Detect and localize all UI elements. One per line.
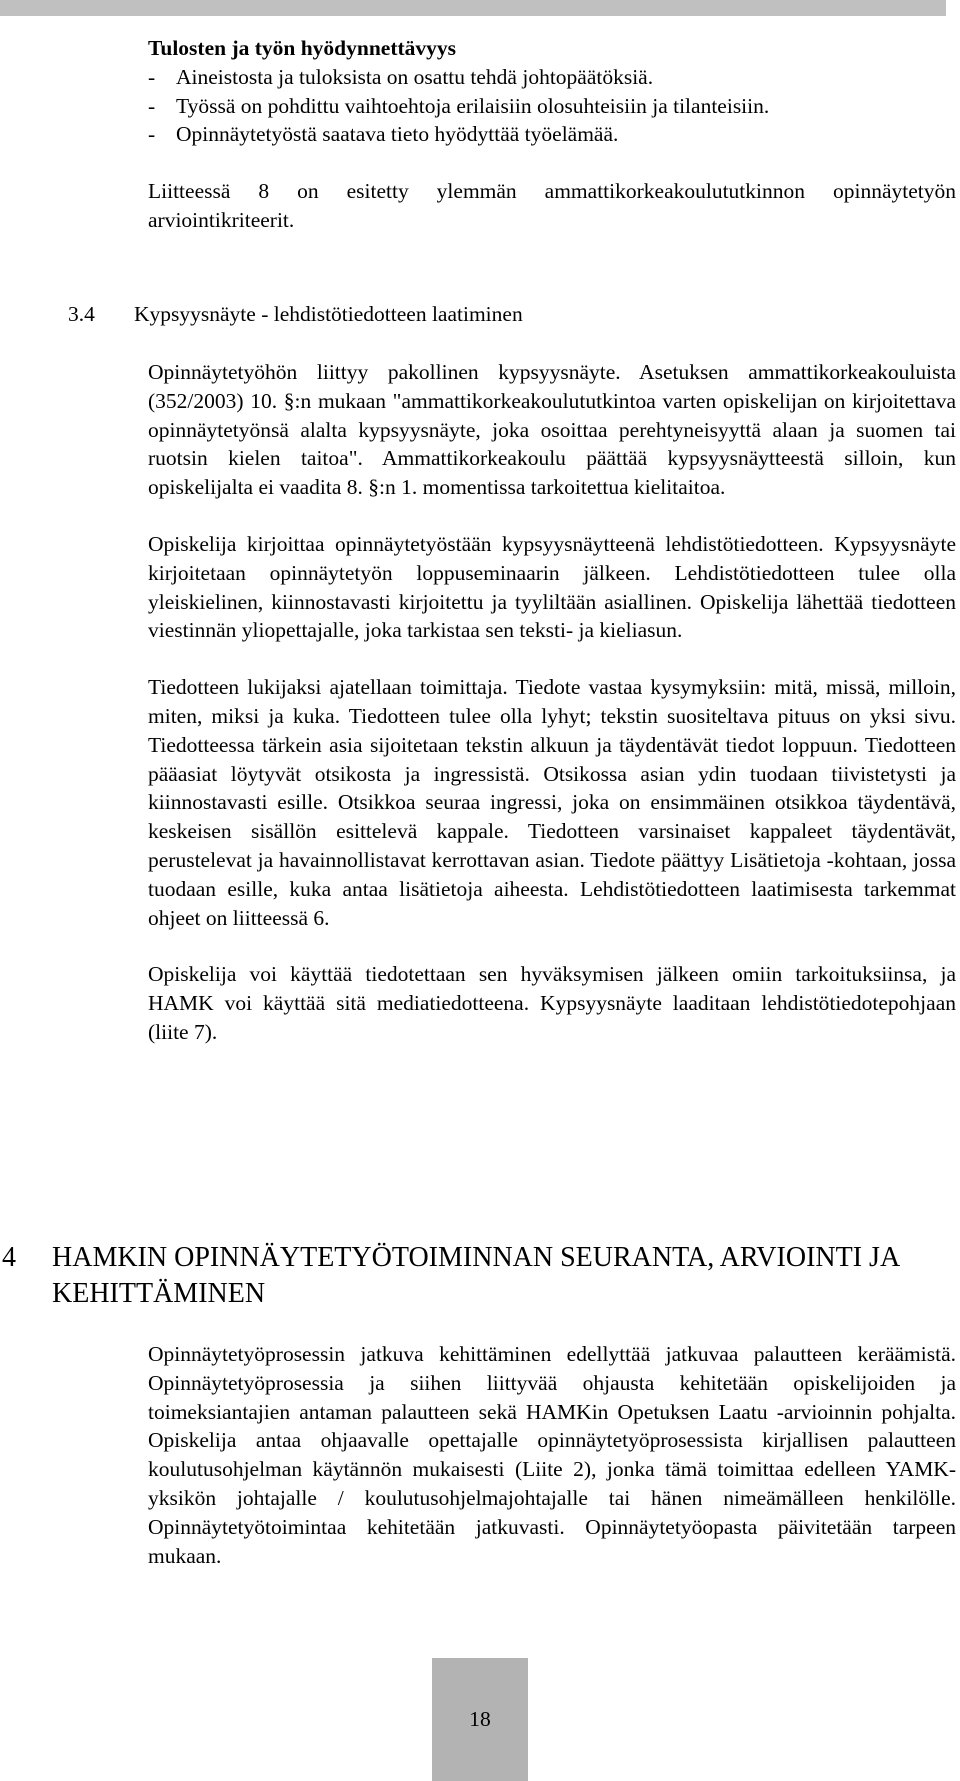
section-34-body [148, 358, 956, 1047]
bullet-marker: - [148, 122, 156, 147]
subsection-number: 3.4 [68, 302, 95, 326]
body-paragraph: Tiedotteen lukijaksi ajatellaan toimittaja. Tiedote vastaa kysymyksiin: mitä, missä, milloin, miten, miksi ja kuka. Tiedotteen tulee olla lyhyt; tekstin suositeltava pituus on yksi sivu. Tiedotteessa tärkein asia sijoitetaan tekstin alkuun ja täydentävät tiedot loppuun. Tiedotteen pääasiat löytyvät otsikosta ja ingressistä. Otsikossa asian ydin tuodaan tiivistetysti ja kiinnostavasti esille. Otsikkoa seuraa ingressi, joka on ensimmäinen otsikkoa täydentävä, keskeisen sisällön esittelevä kappale. Tiedotteen varsinaiset kappaleet täydentävät, perustelevat ja havainnollistavat kerrottavan asian. Tiedote päättyy Lisätietoja -kohtaan, jossa tuodaan esille, kuka antaa lisätietoja aiheesta. Lehdistötiedotteen laatimisesta tarkemmat ohjeet on liitteessä 6. [148, 675, 956, 930]
chapter-title: HAMKIN OPINNÄYTETYÖTOIMINNAN SEURANTA, ARVIOINTI JA KEHITTÄMINEN [52, 1242, 899, 1309]
bullet-text: Opinnäytetyöstä saatava tieto hyödyttää työelämää. [176, 122, 619, 147]
subsection-title: Kypsyysnäyte - lehdistötiedotteen laatiminen [134, 302, 523, 326]
bullet-list [148, 63, 956, 149]
bullet-marker: - [148, 64, 156, 89]
chapter-number: 4 [2, 1242, 16, 1273]
bullet-text: Aineistosta ja tuloksista on osattu tehdä johtopäätöksiä. [176, 64, 654, 89]
body-paragraph: Opinnäytetyöprosessin jatkuva kehittäminen edellyttää jatkuvaa palautteen keräämistä. Opinnäytetyöprosessia ja siihen liittyvää ohjausta kehitetään opiskelijoiden ja toimeksiantajien antaman palautteen sekä HAMKin Opetuksen Laatu -arvioinnin pohjalta. Opiskelija antaa ohjaavalle opettajalle opinnäytetyöprosessista kirjallisen palautteen koulutusohjelman käytännön mukaisesti (Liite 2), jonka tämä toimittaa edelleen YAMK-yksikön johtajalle / koulutusohjelmajohtajalle tai hänen nimeämälleen henkilölle. Opinnäytetyötoimintaa kehitetään jatkuvasti. Opinnäytetyöopasta päivitetään tarpeen mukaan. [148, 1342, 956, 1568]
section-title: Tulosten ja työn hyödynnettävyys [148, 36, 457, 60]
top-bar [0, 0, 946, 16]
bullet-item [148, 63, 956, 92]
bullet-text: Työssä on pohdittu vaihtoehtoja erilaisiin olosuhteisiin ja tilanteisiin. [176, 93, 770, 118]
bullet-marker: - [148, 93, 156, 118]
bullet-item [148, 92, 956, 121]
body-paragraph: Opinnäytetyöhön liittyy pakollinen kypsyysnäyte. Asetuksen ammattikorkeakouluista (352/2003) 10. §:n mukaan "ammattikorkeakoulututkintoa varten opiskelijan on kirjoitettava opinnäytetyönsä alalta kypsyysnäyte, joka osoittaa perehtyneisyyttä alaan ja suomen tai ruotsin kielen taitoa". Ammattikorkeakoulu päättää kypsyysnäytteestä silloin, kun opiskelijalta ei vaadita 8. §:n 1. momentissa tarkoitettua kielitaitoa. [148, 360, 956, 500]
page-number-box [432, 1658, 528, 1781]
document-body [148, 34, 956, 235]
bullet-item [148, 120, 956, 149]
body-paragraph: Opiskelija voi käyttää tiedotettaan sen hyväksymisen jälkeen omiin tarkoituksiinsa, ja HAMK voi käyttää sitä mediatiedotteena. Kypsyysnäyte laaditaan lehdistötiedotepohjaan (liite 7). [148, 962, 956, 1044]
section-4-body [148, 1340, 956, 1570]
body-paragraph: Opiskelija kirjoittaa opinnäytetyöstään kypsyysnäytteenä lehdistötiedotteen. Kypsyysnäyte kirjoitetaan opinnäytetyön loppuseminaarin jälkeen. Lehdistötiedotteen tulee olla yleiskielinen, kiinnostavasti kirjoitettu ja tyyliltään asiallinen. Opiskelija lähettää tiedotteen viestinnän yliopettajalle, joka tarkistaa sen teksti- ja kieliasun. [148, 531, 956, 643]
page-number: 18 [469, 1707, 491, 1731]
appendix-paragraph: Liitteessä 8 on esitetty ylemmän ammattikorkeakoulututkinnon opinnäytetyön arviointikriteerit. [148, 179, 956, 232]
